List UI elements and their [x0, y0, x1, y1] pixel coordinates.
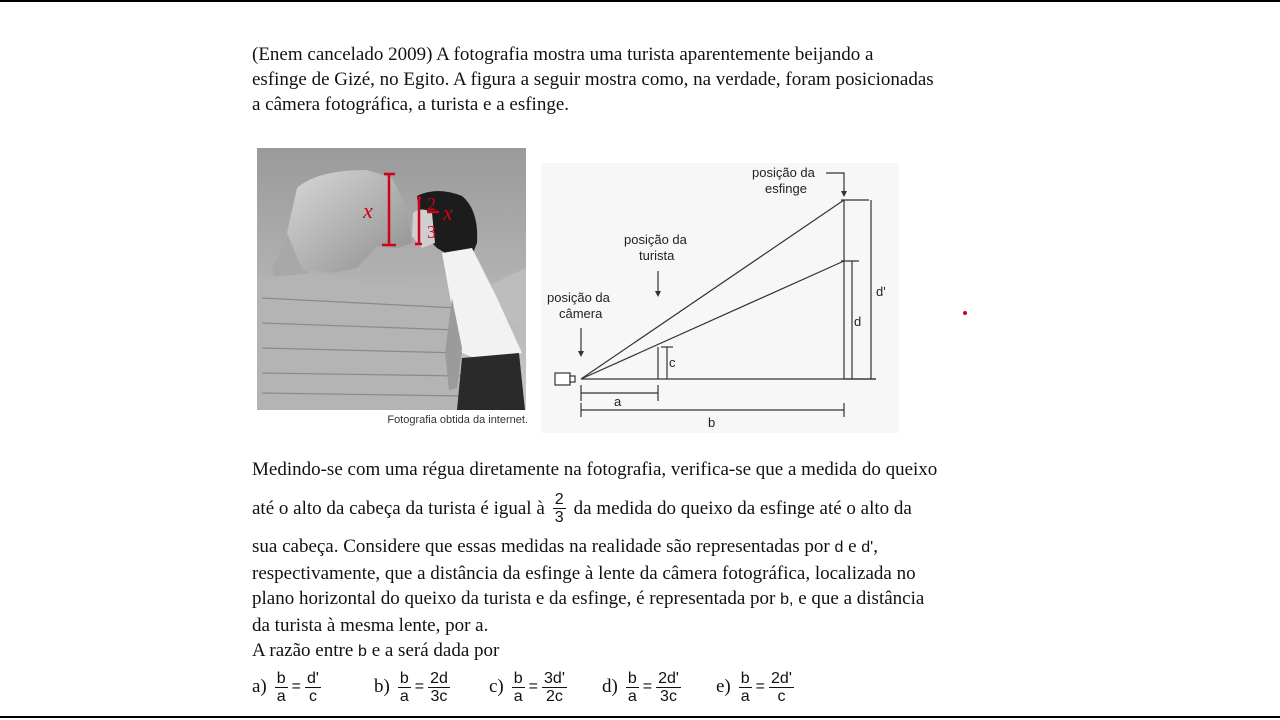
- option-a[interactable]: a) $\frac{b}{a}$ = $\frac{d'}{c}$: [252, 669, 319, 705]
- photo-caption: Fotografia obtida da internet.: [387, 414, 528, 426]
- body-line-6: da turista à mesma lente, por a.: [252, 615, 489, 636]
- intro-line-1: (Enem cancelado 2009) A fotografia mostra uma turista aparentemente beijando a: [252, 44, 874, 65]
- option-d[interactable]: d) $\frac{b}{a}$ = $\frac{2d'}{3c}$: [602, 669, 679, 705]
- fraction-denominator: a: [399, 687, 409, 705]
- camera-geometry-diagram: [541, 163, 899, 433]
- top-border: [0, 0, 1280, 2]
- fraction-denominator: a: [627, 687, 637, 705]
- label-camera-2: câmera: [559, 306, 603, 321]
- body-line-7: A razão entre b e a será dada por: [252, 640, 500, 661]
- answer-options: [252, 664, 1032, 714]
- label-d: d: [854, 314, 862, 329]
- body-line-5: plano horizontal do queixo da turista e da esfinge, é representada por b, e que a distância: [252, 588, 925, 609]
- option-fraction: [398, 670, 411, 705]
- label-c: c: [669, 355, 676, 370]
- fraction-numerator: b: [513, 669, 523, 687]
- label-esfinge-1: posição da: [752, 165, 815, 180]
- intro-line-3: a câmera fotográfica, a turista e a esfinge.: [252, 94, 570, 115]
- label-esfinge-2: esfinge: [765, 181, 807, 196]
- option-fraction: [512, 670, 525, 705]
- fraction-denominator: c: [777, 687, 786, 705]
- fraction-numerator: b: [276, 669, 286, 687]
- label-d-prime: d': [876, 284, 886, 299]
- option-e[interactable]: e) $\frac{b}{a}$ = $\frac{2d'}{c}$: [716, 669, 792, 705]
- intro-paragraph: [252, 42, 1020, 117]
- option-fraction: [656, 670, 681, 705]
- label-turista-1: posição da: [624, 232, 687, 247]
- option-fraction: [769, 670, 794, 705]
- option-fraction: [542, 670, 567, 705]
- fraction-numerator: d': [307, 669, 319, 687]
- fraction-numerator: 3d': [544, 669, 565, 687]
- option-fraction: [275, 670, 288, 705]
- bottom-border: [0, 716, 1280, 718]
- fraction-two-thirds: [553, 491, 566, 526]
- fraction-numerator: b: [399, 669, 409, 687]
- body-line-2: até o alto da cabeça da turista é igual à $\frac{2}{3}$ da medida do queixo da esfinge até o alto da: [252, 490, 912, 526]
- body-line-1: Medindo-se com uma régua diretamente na fotografia, verifica-se que a medida do queixo: [252, 459, 938, 480]
- annotation-2: 2: [427, 194, 436, 214]
- annotation-x2: x: [443, 200, 453, 225]
- body-line-4: respectivamente, que a distância da esfinge à lente da câmera fotográfica, localizada no: [252, 563, 916, 584]
- body-line-3: sua cabeça. Considere que essas medidas na realidade são representadas por d e d',: [252, 536, 878, 557]
- fraction-numerator: 2: [554, 490, 564, 508]
- fraction-numerator: b: [740, 669, 750, 687]
- fraction-denominator: 2c: [545, 687, 563, 705]
- option-fraction: [626, 670, 639, 705]
- annotation-3: 3: [427, 222, 436, 242]
- fraction-denominator: 3c: [660, 687, 677, 705]
- option-fraction: [305, 670, 321, 705]
- option-fraction: [428, 670, 450, 705]
- label-a: a: [614, 394, 622, 409]
- label-turista-2: turista: [639, 248, 675, 263]
- intro-line-2: esfinge de Gizé, no Egito. A figura a seguir mostra como, na verdade, foram posicionadas: [252, 69, 934, 90]
- fraction-denominator: c: [308, 687, 317, 705]
- fraction-numerator: 2d: [430, 669, 448, 687]
- label-camera-1: posição da: [547, 290, 610, 305]
- label-b: b: [708, 415, 716, 430]
- annotation-x: x: [363, 198, 373, 223]
- option-fraction: [739, 670, 752, 705]
- option-b[interactable]: b) $\frac{b}{a}$ = $\frac{2d}{3c}$: [374, 669, 448, 705]
- fraction-numerator: b: [627, 669, 637, 687]
- fraction-numerator: 2d': [658, 669, 679, 687]
- fraction-denominator: a: [513, 687, 523, 705]
- fraction-denominator: 3c: [430, 687, 448, 705]
- fraction-denominator: a: [276, 687, 286, 705]
- sphinx-photo: [257, 148, 526, 410]
- fraction-denominator: 3: [554, 508, 564, 526]
- option-c[interactable]: c) $\frac{b}{a}$ = $\frac{3d'}{2c}$: [489, 669, 565, 705]
- fraction-denominator: a: [740, 687, 750, 705]
- fraction-numerator: 2d': [771, 669, 792, 687]
- pointer-dot: [963, 311, 967, 315]
